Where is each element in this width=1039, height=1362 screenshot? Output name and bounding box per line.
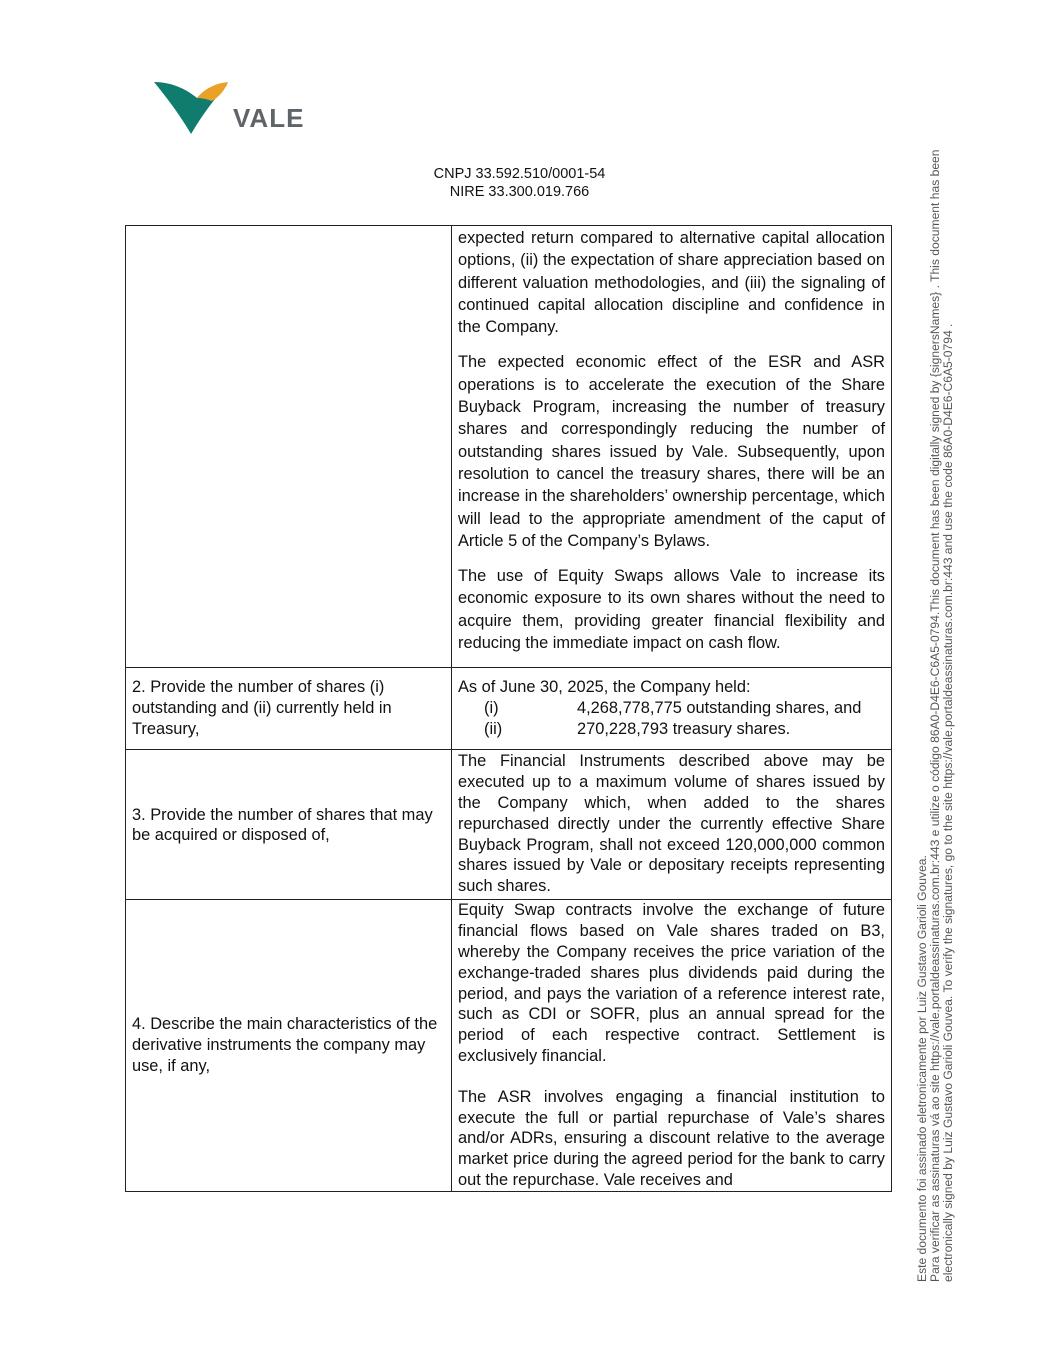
company-identifiers [0, 165, 1039, 201]
answer-paragraph: Equity Swap contracts involve the exchange of future financial flows based on Vale shares traded on B3, whereby the Company receives the price variation of the exchange-traded shares plus dividends paid during the period, and pays the variation of a reference interest rate, such as CDI or SOFR, plus an annual spread for the period of each respective contract. Settlement is exclusively financial. [458, 901, 885, 1065]
electronic-signature-notice [916, 42, 955, 1282]
answer-cell [452, 226, 892, 668]
signature-line: Este documento foi assinado eletronicamente por Luiz Gustavo Garioli Gouvea. [915, 855, 929, 1282]
list-item [458, 698, 885, 719]
answer-cell [452, 900, 892, 1191]
table-row [126, 226, 892, 668]
signature-line: electronically signed by Luiz Gustavo Garioli Gouvea. To verify the signatures, go to the site https://vale.portaldeassinaturas.com.br:443 and use the code 86A0-D4E6-C6A5-0794 . [941, 323, 955, 1282]
table-row [126, 668, 892, 750]
list-item-number: (i) [484, 699, 499, 718]
answer-paragraph: The use of Equity Swaps allows Vale to increase its economic exposure to its own shares without the need to acquire them, providing greater financial flexibility and reducing the immediate impact on cash flow. [458, 567, 885, 653]
list-item-text: 4,268,778,775 outstanding shares, and [577, 699, 862, 718]
signature-line: Para verificar as assinaturas vá ao site https://vale.portaldeassinaturas.com.br:443 e utilize o código 86A0-D4E6-C6A5-0794.This document has been digitally signed by {signersNames} . This document has been [928, 149, 942, 1282]
cnpj: CNPJ 33.592.510/0001-54 [433, 166, 606, 182]
table-row [126, 900, 892, 1191]
answer-cell [452, 668, 892, 750]
nire: NIRE 33.300.019.766 [449, 184, 590, 200]
answer-paragraph: The Financial Instruments described above may be executed up to a maximum volume of shares issued by the Company which, when added to the shares repurchased directly under the currently effective Share Buyback Program, shall not exceed 120,000,000 common shares issued by Vale or depositary receipts representing such shares. [458, 752, 885, 896]
answer-cell [452, 750, 892, 900]
list-item-text: 270,228,793 treasury shares. [577, 719, 791, 738]
logo-text: VALE [233, 103, 305, 133]
answer-paragraph: The ASR involves engaging a financial institution to execute the full or partial repurchase of Vale’s shares and/or ADRs, ensuring a discount relative to the average market price during the agreed period for the bank to carry out the repurchase. Vale receives and [458, 1087, 885, 1189]
answer-paragraph: The expected economic effect of the ESR and ASR operations is to accelerate the execution of the Share Buyback Program, increasing the number of treasury shares and correspondingly reducing the number of outstanding shares issued by Vale. Subsequently, upon resolution to cancel the treasury shares, there will be an increase in the shareholders’ ownership percentage, which will lead to the appropriate amendment of the caput of Article 5 of the Company’s Bylaws. [458, 353, 885, 550]
list-item-number: (ii) [484, 719, 503, 738]
answer-paragraph: expected return compared to alternative capital allocation options, (ii) the expectation of share appreciation based on different valuation methodologies, and (iii) the signaling of continued capital allocation discipline and confidence in the Company. [458, 229, 885, 337]
logo-yellow-swoosh-icon [197, 82, 228, 101]
table-row [126, 750, 892, 900]
question-cell: 4. Describe the main characteristics of the derivative instruments the company may use, if any, [126, 900, 452, 1191]
question-cell: 3. Provide the number of shares that may be acquired or disposed of, [126, 750, 452, 900]
list-item [458, 719, 885, 740]
answer-intro: As of June 30, 2025, the Company held: [458, 678, 751, 697]
vale-logo [145, 70, 310, 145]
question-cell [126, 226, 452, 668]
question-cell: 2. Provide the number of shares (i) outstanding and (ii) currently held in Treasury, [126, 668, 452, 750]
disclosure-table [125, 225, 892, 1192]
